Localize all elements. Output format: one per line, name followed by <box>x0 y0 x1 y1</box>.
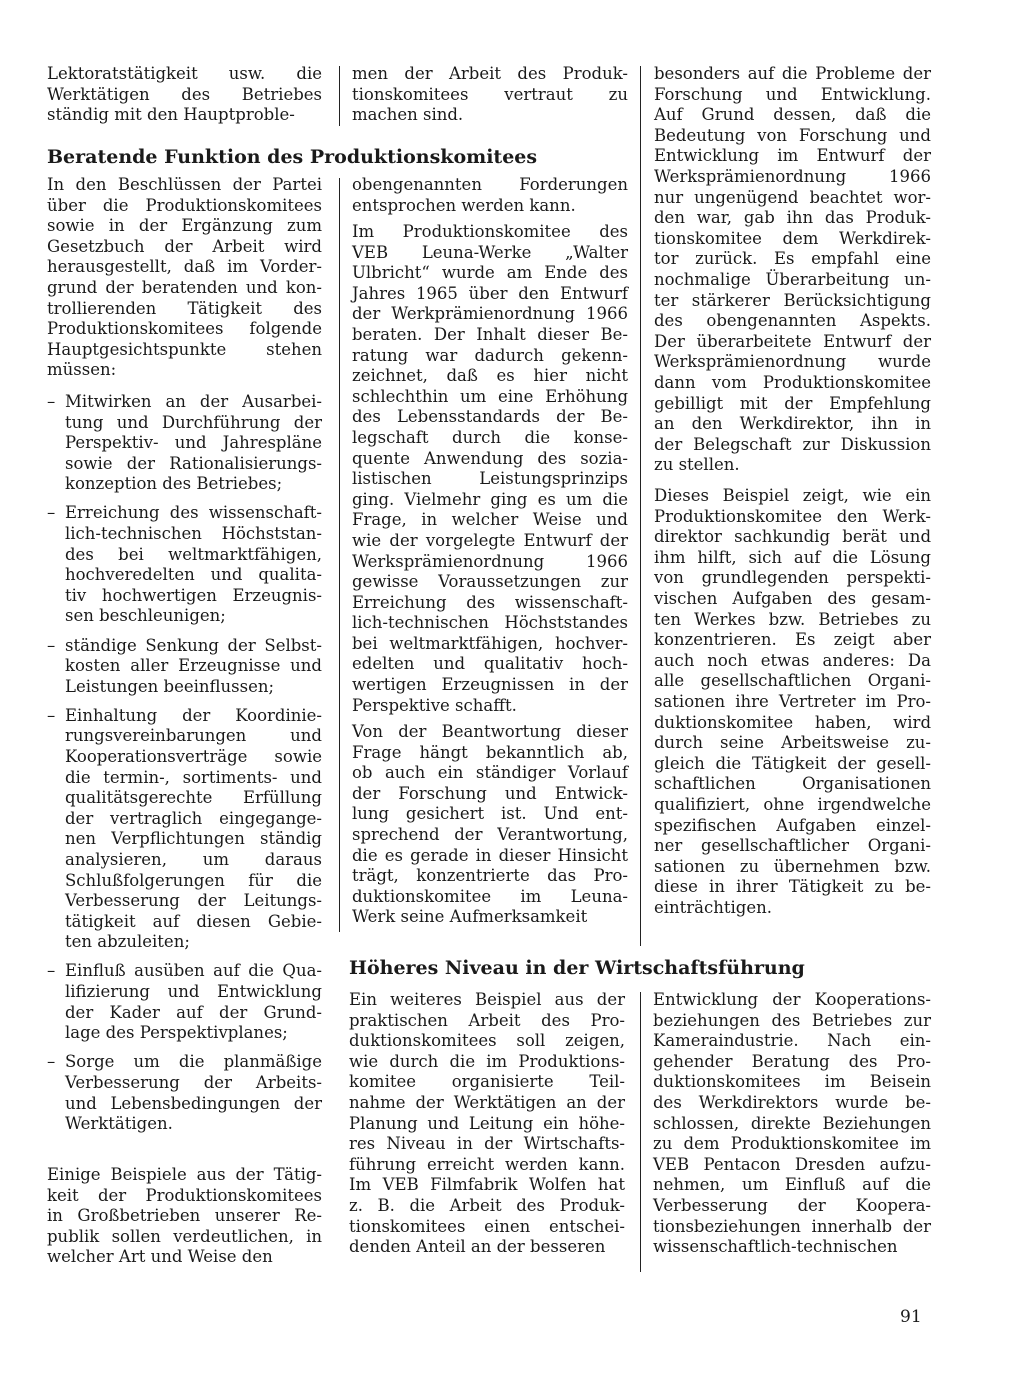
column-rule-bottom <box>640 992 641 1272</box>
text-line: nur ungenügend beachtet wor- <box>654 187 931 207</box>
text-line: den war, gab ihn das Produk- <box>654 208 931 228</box>
list-item <box>47 1052 322 1134</box>
text-line: sprechend der Verantwortung, <box>352 824 628 844</box>
text-line: Einige Beispiele aus der Tätig- <box>47 1165 322 1184</box>
text-line: Werktätigen. <box>65 1114 173 1134</box>
text-line: ratung war dadurch gekenn- <box>352 345 628 365</box>
text-line: sen beschleunigen; <box>65 606 226 626</box>
text-line: Entwicklung der Kooperations- <box>653 990 931 1009</box>
column-rule-right <box>640 66 641 946</box>
text-line: analysieren, um daraus <box>65 849 322 869</box>
text-line: gebilligt mit der Empfehlung <box>654 393 931 413</box>
text-line: sationen zu übernehmen bzw. <box>654 856 931 876</box>
text-line: VEB Pentacon Dresden aufzu- <box>653 1154 931 1174</box>
text-line: Hauptgesichtspunkte stehen <box>47 339 322 359</box>
text-line: Lektoratstätigkeit usw. die <box>47 64 322 83</box>
text-line: machen sind. <box>352 105 464 125</box>
text-line: und Lebensbedingungen der <box>65 1093 322 1113</box>
text-line: obengenannten Forderungen <box>352 175 628 194</box>
text-line: duktionskomitees im Beisein <box>653 1072 931 1092</box>
text-line: ob auch ein ständiger Vorlauf <box>352 763 628 783</box>
text-line: Auf Grund dessen, daß die <box>654 105 931 125</box>
text-line: z. B. die Arbeit des Produk- <box>349 1195 625 1215</box>
text-line: ner gesellschaftlicher Organi- <box>654 836 931 856</box>
text-line: zu stellen. <box>654 455 740 475</box>
text-line: tionskomitees einen entschei- <box>349 1216 625 1236</box>
text-line: keit der Produktionskomitees <box>47 1185 322 1205</box>
text-line: vischen Aufgaben des gesam- <box>654 588 931 608</box>
text-line: qualitätsgerechte Erfüllung <box>65 788 322 808</box>
text-line: wie der vorgelegte Entwurf der <box>352 530 628 550</box>
text-line: Von der Beantwortung dieser <box>352 722 628 741</box>
top-mid-text <box>352 64 628 126</box>
text-line: an den Werkdirektor, ihn in <box>654 414 931 434</box>
text-line: der Werkprämienordnung 1966 <box>352 304 628 324</box>
column-rule-left <box>339 178 340 932</box>
text-line: Bedeutung von Forschung und <box>654 125 931 145</box>
dash-bullet-icon: – <box>47 1052 56 1072</box>
text-line: einträchtigen. <box>654 897 772 917</box>
text-line: beziehungen des Betriebes zur <box>653 1010 931 1030</box>
text-line: müssen: <box>47 360 117 380</box>
text-line: legschaft durch die konse- <box>352 427 628 447</box>
section-heading-hoeheres-niveau: Höheres Niveau in der Wirtschaftsführung <box>349 957 805 979</box>
text-line: herausgestellt, daß im Vorder- <box>47 257 322 277</box>
text-line: nen Verpflichtungen ständig <box>65 829 322 849</box>
text-line: von grundlegenden perspekti- <box>654 568 931 588</box>
text-line: schlossen, direkte Beziehungen <box>653 1113 931 1133</box>
text-line: Sorge um die planmäßige <box>65 1052 322 1072</box>
dash-bullet-icon: – <box>47 392 56 411</box>
text-line: grund der beratenden und kon- <box>47 277 322 297</box>
text-line: Verbesserung der Arbeits- <box>65 1072 322 1092</box>
page-number: 91 <box>900 1307 922 1327</box>
text-line: des Lebensstandards der Be- <box>352 407 628 427</box>
text-line: gewisse Voraussetzungen zur <box>352 572 628 592</box>
text-line: Kameraindustrie. Nach ein- <box>653 1031 931 1051</box>
section-heading-beratende-funktion: Beratende Funktion des Produktionskomitees <box>47 146 538 168</box>
text-line: ständige Senkung der Selbst- <box>65 635 322 655</box>
text-line: Leistungen beeinflussen; <box>65 676 275 696</box>
dash-bullet-icon: – <box>47 961 56 981</box>
text-line: Verbesserung der Koopera- <box>653 1195 931 1215</box>
text-line: nochmalige Überarbeitung un- <box>654 269 931 289</box>
text-line: wertigen Erzeugnissen in der <box>352 675 628 695</box>
text-line: ter stärkerer Berücksichtigung <box>654 290 931 310</box>
text-line: Forschung und Entwicklung. <box>654 84 931 104</box>
column-2-paragraph-1 <box>352 175 628 216</box>
text-line: der Belegschaft zur Diskussion <box>654 434 931 454</box>
text-line: besonders auf die Probleme der <box>654 64 931 83</box>
text-line: Verbesserung der Leitungs- <box>65 891 322 911</box>
text-line: schaftlichen Organisationen <box>654 774 931 794</box>
text-line: ständig mit den Hauptproble- <box>47 105 295 125</box>
top-left-text <box>47 64 322 126</box>
text-line: hochveredelten und qualita- <box>65 565 322 585</box>
text-line: lage des Perspektivplanes; <box>65 1023 288 1043</box>
text-line: über die Produktionskomitees <box>47 195 322 215</box>
text-line: listischen Leistungsprinzips <box>352 469 628 489</box>
text-line: schlechthin um eine Erhöhung <box>352 386 628 406</box>
text-line: Ein weiteres Beispiel aus der <box>349 990 625 1009</box>
text-line: spezifischen Aufgaben einzel- <box>654 815 931 835</box>
text-line: Frage, in welcher Weise und <box>352 510 628 530</box>
text-line: Einhaltung der Koordinie- <box>65 705 322 725</box>
text-line: Erreichung des wissenschaft- <box>352 592 628 612</box>
text-line: Gesetzbuch der Arbeit wird <box>47 236 322 256</box>
column-1-task-list <box>47 392 322 1143</box>
text-line: tiv hochwertigen Erzeugnis- <box>65 585 322 605</box>
text-line: sowie in der Ergänzung zum <box>47 216 322 236</box>
text-line: in Großbetrieben unserer Re- <box>47 1206 322 1226</box>
text-line: Im VEB Filmfabrik Wolfen hat <box>349 1175 625 1195</box>
text-line: konzentrieren. Es zeigt aber <box>654 630 931 650</box>
text-line: des bei weltmarktfähigen, <box>65 544 322 564</box>
text-line: Erreichung des wissenschaft- <box>65 503 322 523</box>
text-line: Mitwirken an der Ausarbei- <box>65 392 322 411</box>
column-2-paragraph-3 <box>352 722 628 928</box>
text-line: des obengenannten Aspekts. <box>654 311 931 331</box>
text-line: quente Anwendung des sozia- <box>352 448 628 468</box>
text-line: Der überarbeitete Entwurf der <box>654 331 931 351</box>
text-line: der vertraglich eingegange- <box>65 808 322 828</box>
text-line: duktionskomitee haben, wird <box>654 712 931 732</box>
text-line: beraten. Der Inhalt dieser Be- <box>352 324 628 344</box>
list-item <box>47 706 322 953</box>
text-line: trägt, konzentrierte das Pro- <box>352 866 628 886</box>
text-line: gehender Beratung des Pro- <box>653 1051 931 1071</box>
text-line: Entwicklung im Entwurf der <box>654 146 931 166</box>
text-line: komitee organisierte Teil- <box>349 1072 625 1092</box>
list-item <box>47 636 322 698</box>
text-line: gleich die Tätigkeit der gesell- <box>654 753 931 773</box>
text-line: entsprochen werden kann. <box>352 195 576 215</box>
text-line: lich-technischen Höchststan- <box>65 524 322 544</box>
text-line: alle gesellschaftlichen Organi- <box>654 671 931 691</box>
text-line: Dieses Beispiel zeigt, wie ein <box>654 486 931 505</box>
text-line: Jahres 1965 über den Entwurf <box>352 283 628 303</box>
dash-bullet-icon: – <box>47 503 56 523</box>
text-line: men der Arbeit des Produk- <box>352 64 628 83</box>
text-line: ten Werkes bzw. Betriebes zu <box>654 609 931 629</box>
text-line: nahme der Werktätigen an der <box>349 1092 625 1112</box>
list-item <box>47 961 322 1043</box>
text-line: rungsvereinbarungen und <box>65 726 322 746</box>
text-line: dann vom Produktionskomitee <box>654 372 931 392</box>
text-line: Im Produktionskomitee des <box>352 222 628 241</box>
list-item <box>47 503 322 627</box>
text-line: kosten aller Erzeugnisse und <box>65 656 322 676</box>
text-line: sowie der Rationalisierungs- <box>65 453 322 473</box>
text-line: des Werkdirektors wurde be- <box>653 1092 931 1112</box>
text-line: tor zurück. Es empfahl eine <box>654 249 931 269</box>
text-line: der Kader auf der Grund- <box>65 1002 322 1022</box>
text-line: lifizierung und Entwicklung <box>65 982 322 1002</box>
text-line: bei weltmarktfähigen, hochver- <box>352 633 628 653</box>
bottom-middle-paragraph <box>349 990 625 1258</box>
text-line: lich-technischen Höchststandes <box>352 613 628 633</box>
text-line: duktionskomitee im Leuna- <box>352 886 628 906</box>
text-line: diese in ihrer Tätigkeit zu be- <box>654 877 931 897</box>
column-3-paragraph-1 <box>654 64 931 476</box>
text-line: Werktätigen des Betriebes <box>47 84 322 104</box>
column-2-paragraph-2 <box>352 222 628 716</box>
text-line: lung gesichert ist. Und ent- <box>352 804 628 824</box>
text-line: zu dem Produktionskomitee im <box>653 1134 931 1154</box>
text-line: Planung und Leitung ein höhe- <box>349 1113 625 1133</box>
column-1-closing-paragraph <box>47 1165 322 1268</box>
text-line: tionsbeziehungen innerhalb der <box>653 1216 931 1236</box>
text-line: Produktionskomitees folgende <box>47 319 322 339</box>
text-line: tionskomitee dem Werkdirek- <box>654 228 931 248</box>
text-line: zeichnet, daß es hier nicht <box>352 366 628 386</box>
text-line: führung erreicht werden kann. <box>349 1154 625 1174</box>
text-line: Produktionskomitee den Werk- <box>654 506 931 526</box>
text-line: ging. Vielmehr ging es um die <box>352 489 628 509</box>
text-line: sationen ihre Vertreter im Pro- <box>654 691 931 711</box>
text-line: ihm hilft, sich auf die Lösung <box>654 547 931 567</box>
text-line: edelten und qualitativ hoch- <box>352 654 628 674</box>
text-line: welcher Art und Weise den <box>47 1247 273 1267</box>
text-line: direktor sachkundig berät und <box>654 527 931 547</box>
text-line: wissenschaftlich-technischen <box>653 1237 898 1257</box>
dash-bullet-icon: – <box>47 705 56 725</box>
column-1-intro <box>47 175 322 381</box>
text-line: Werk seine Aufmerksamkeit <box>352 907 588 927</box>
text-line: Ulbricht“ wurde am Ende des <box>352 263 628 283</box>
text-line: konzeption des Betriebes; <box>65 474 283 494</box>
text-line: In den Beschlüssen der Partei <box>47 175 322 194</box>
text-line: Werksprämienordnung wurde <box>654 352 931 372</box>
text-line: nehmen, um Einfluß auf die <box>653 1175 931 1195</box>
text-line: Perspektiv- und Jahrespläne <box>65 433 322 453</box>
text-line: auch noch etwas anderes: Da <box>654 650 931 670</box>
text-line: Werksprämienordnung 1966 <box>654 166 931 186</box>
text-line: praktischen Arbeit des Pro- <box>349 1010 625 1030</box>
text-line: Werksprämienordnung 1966 <box>352 551 628 571</box>
text-line: trollierenden Tätigkeit des <box>47 298 322 318</box>
text-line: durch seine Arbeitsweise zu- <box>654 733 931 753</box>
text-line: wie durch die im Produktions- <box>349 1051 625 1071</box>
dash-bullet-icon: – <box>47 635 56 655</box>
text-line: Einfluß ausüben auf die Qua- <box>65 961 322 981</box>
text-line: der Forschung und Entwick- <box>352 783 628 803</box>
text-line: denden Anteil an der besseren <box>349 1237 606 1257</box>
column-rule-top <box>339 66 340 126</box>
text-line: Schlußfolgerungen für die <box>65 870 322 890</box>
column-3-paragraph-2 <box>654 486 931 918</box>
text-line: tung und Durchführung der <box>65 412 322 432</box>
text-line: qualifiziert, ohne irgendwelche <box>654 794 931 814</box>
text-line: duktionskomitees soll zeigen, <box>349 1031 625 1051</box>
text-line: ten abzuleiten; <box>65 932 190 952</box>
text-line: die termin-, sortiments- und <box>65 767 322 787</box>
text-line: Frage hängt bekanntlich ab, <box>352 742 628 762</box>
text-line: Perspektive schafft. <box>352 695 517 715</box>
text-line: res Niveau in der Wirtschafts- <box>349 1134 625 1154</box>
text-line: VEB Leuna-Werke „Walter <box>352 242 628 262</box>
text-line: tionskomitees vertraut zu <box>352 84 628 104</box>
bottom-right-paragraph <box>653 990 931 1258</box>
text-line: Kooperationsverträge sowie <box>65 747 322 766</box>
text-line: publik sollen verdeutlichen, in <box>47 1226 322 1246</box>
list-item <box>47 392 322 495</box>
text-line: die es gerade in dieser Hinsicht <box>352 845 628 865</box>
text-line: tätigkeit auf diesen Gebie- <box>65 911 322 931</box>
